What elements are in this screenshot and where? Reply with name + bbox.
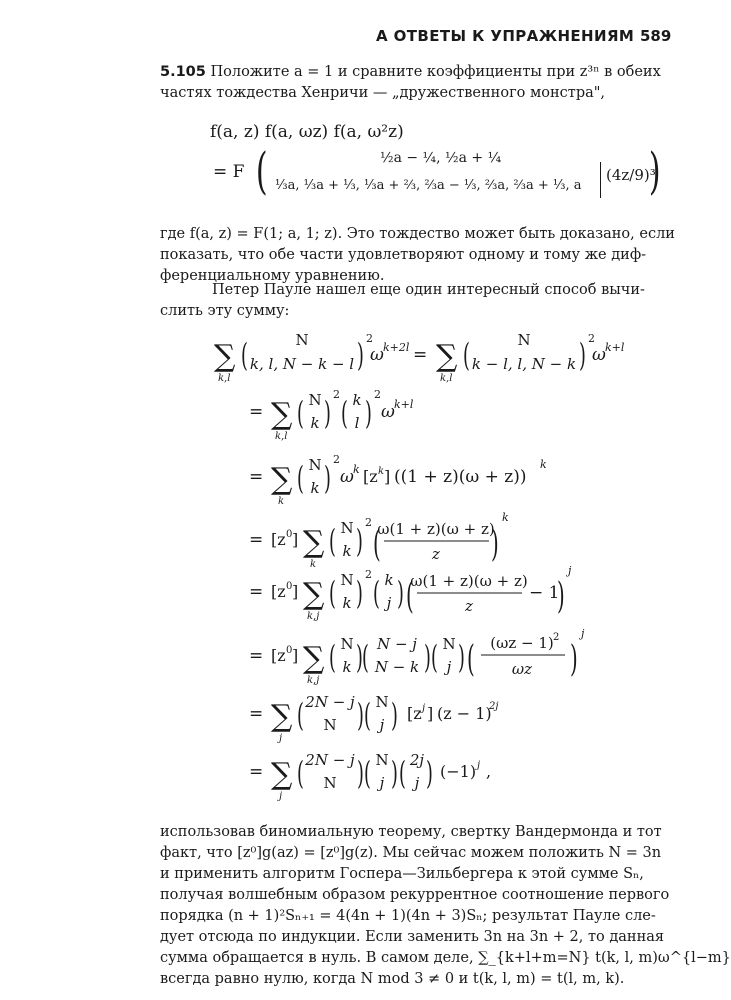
svg-text:k+2l: k+2l	[383, 341, 410, 354]
svg-text:2: 2	[553, 632, 560, 643]
svg-text:j: j	[581, 627, 585, 640]
svg-text:=: =	[249, 467, 264, 487]
svg-text:(: (	[463, 337, 470, 375]
svg-text:N: N	[375, 751, 389, 769]
paragraph3-line-3: и применить алгоритм Госпера—Зильбергера к этой сумме Sₙ,	[160, 866, 644, 882]
svg-text:z: z	[465, 597, 473, 615]
svg-text:(: (	[341, 395, 348, 433]
svg-text:N: N	[340, 571, 354, 589]
svg-text:N: N	[323, 774, 337, 792]
svg-text:∑: ∑	[271, 757, 293, 792]
svg-text:k: k	[342, 594, 352, 612]
svg-text:): )	[356, 523, 363, 561]
svg-text:N: N	[375, 693, 389, 711]
svg-text:): )	[356, 575, 363, 613]
svg-text:− 1: − 1	[529, 583, 560, 603]
svg-text:): )	[490, 522, 499, 565]
svg-text:(: (	[329, 523, 336, 561]
svg-text:j: j	[386, 594, 392, 612]
svg-text:): )	[391, 697, 398, 735]
identity-lhs: f(a, z) f(a, ωz) f(a, ω²z)	[210, 122, 404, 142]
svg-text:(: (	[372, 522, 381, 565]
svg-text:j: j	[279, 791, 283, 802]
svg-text:): )	[557, 574, 565, 617]
svg-text:j: j	[568, 564, 572, 577]
svg-text:k: k	[502, 511, 509, 524]
identity-prefix: = F	[213, 162, 245, 182]
svg-text:(: (	[372, 575, 380, 613]
paragraph3-line-4: получая волшебным образом рекуррентное соотношение первого	[160, 887, 670, 903]
svg-text:l: l	[354, 414, 360, 432]
svg-text:,: ,	[486, 762, 492, 781]
sum-sign: ∑	[214, 339, 236, 374]
svg-text:]: ]	[427, 704, 434, 723]
derivation-row-5	[249, 564, 572, 622]
svg-text:[z: [z	[271, 646, 286, 665]
svg-text:k+l: k+l	[394, 398, 414, 411]
svg-text:(: (	[406, 574, 414, 617]
identity-lower-params: ⅓a, ⅓a + ⅓, ⅓a + ⅔, ⅔a − ⅓, ⅔a, ⅔a + ⅓, a	[275, 178, 582, 193]
svg-text:[z: [z	[407, 704, 422, 723]
svg-text:∑: ∑	[271, 699, 293, 734]
svg-text:j: j	[379, 716, 385, 734]
paragraph2-line-1: Петер Пауле нашел еще один интересный способ вычи-	[212, 282, 645, 298]
svg-text:]: ]	[292, 582, 299, 601]
svg-text:k, l, N − k − l: k, l, N − k − l	[249, 355, 355, 373]
derivation-row-8	[249, 751, 491, 802]
svg-text:(: (	[466, 637, 475, 680]
svg-text:2: 2	[333, 388, 340, 401]
svg-text:k: k	[540, 458, 547, 471]
svg-text:k,j: k,j	[307, 675, 320, 686]
svg-text:=: =	[249, 402, 264, 422]
svg-text:(: (	[364, 697, 371, 735]
svg-text:(: (	[329, 639, 336, 677]
svg-text:): )	[424, 639, 431, 677]
svg-text:N: N	[340, 635, 354, 653]
svg-text:): )	[356, 755, 364, 793]
paragraph3-line-5: порядка (n + 1)²Sₙ₊₁ = 4(4n + 1)(4n + 3)Sₙ; результат Пауле сле-	[160, 908, 656, 924]
svg-text:N: N	[323, 716, 337, 734]
svg-text:): )	[324, 395, 331, 433]
svg-text:2N − j: 2N − j	[305, 693, 355, 711]
svg-text:[z: [z	[271, 582, 286, 601]
svg-text:k: k	[310, 479, 320, 497]
svg-text:N: N	[295, 331, 309, 349]
svg-text:N: N	[517, 331, 531, 349]
svg-text:ω: ω	[592, 345, 606, 365]
svg-text:(: (	[297, 697, 304, 735]
svg-text:(: (	[364, 755, 371, 793]
svg-text:j: j	[446, 658, 452, 676]
svg-text:k: k	[378, 466, 385, 477]
page-number: 589	[640, 27, 672, 45]
paragraph3-line-1: использовав биномиальную теорему, свертку Вандермонда и тот	[160, 824, 662, 840]
svg-text:=: =	[413, 345, 428, 365]
exercise-text-1: Положите a = 1 и сравните коэффициенты при z³ⁿ в обеих	[210, 64, 661, 80]
svg-text:): )	[579, 337, 586, 375]
svg-text:ωz: ωz	[511, 660, 533, 678]
paragraph3-line-7: сумма обращается в нуль. В самом деле, ∑_{k+l+m=N} t(k, l, m)ω^{l−m}	[160, 950, 731, 966]
svg-text:(−1): (−1)	[440, 762, 477, 781]
identity-left-paren: (	[255, 142, 268, 200]
paragraph1-line-3: ференциальному уравнению.	[160, 268, 385, 284]
derivation-row-7	[249, 693, 498, 744]
svg-text:): )	[458, 639, 465, 677]
svg-text:k: k	[352, 391, 362, 409]
svg-text:0: 0	[286, 645, 293, 656]
svg-text:ω: ω	[340, 467, 354, 487]
svg-text:N: N	[308, 456, 322, 474]
derivation-row-6	[249, 627, 585, 686]
derivation-row-4	[249, 511, 509, 570]
svg-text:0: 0	[286, 529, 293, 540]
svg-text:N: N	[340, 519, 354, 537]
svg-text:N: N	[442, 635, 456, 653]
svg-text:k − l, l, N − k: k − l, l, N − k	[471, 355, 577, 373]
svg-text:∑: ∑	[303, 577, 325, 612]
svg-text:k: k	[384, 571, 394, 589]
identity-argument: (4z/9)³	[606, 166, 656, 184]
svg-text:2: 2	[588, 332, 595, 345]
paragraph3-line-2: факт, что [z⁰]g(az) = [z⁰]g(z). Мы сейчас можем положить N = 3n	[160, 845, 662, 861]
svg-text:ω(1 + z)(ω + z): ω(1 + z)(ω + z)	[410, 572, 528, 590]
svg-text:]: ]	[292, 530, 299, 549]
running-header: А ОТВЕТЫ К УПРАЖНЕНИЯМ	[376, 27, 635, 45]
svg-text:j: j	[279, 733, 283, 744]
svg-text:N − k: N − k	[374, 658, 420, 676]
svg-text:∑: ∑	[436, 339, 458, 374]
svg-text:j: j	[422, 703, 426, 714]
svg-text:2N − j: 2N − j	[305, 751, 355, 769]
derivation-row-3	[249, 453, 547, 507]
svg-text:N − j: N − j	[377, 635, 417, 653]
svg-text:j: j	[379, 774, 385, 792]
svg-text:]: ]	[384, 467, 391, 486]
svg-text:ω: ω	[370, 345, 384, 365]
svg-text:=: =	[249, 582, 264, 602]
svg-text:2j: 2j	[409, 751, 425, 769]
svg-text:): )	[396, 575, 404, 613]
svg-text:): )	[356, 639, 363, 677]
svg-text:): )	[356, 337, 364, 375]
svg-text:): )	[570, 637, 578, 680]
svg-text:k: k	[353, 463, 360, 476]
svg-text:k: k	[310, 559, 317, 570]
svg-text:2: 2	[333, 453, 340, 466]
svg-text:j: j	[414, 774, 420, 792]
svg-text:): )	[391, 755, 398, 793]
svg-text:=: =	[249, 704, 264, 724]
svg-text:N: N	[308, 391, 322, 409]
svg-text:(: (	[329, 575, 336, 613]
svg-text:2: 2	[365, 516, 372, 529]
paragraph1-line-2: показать, что обе части удовлетворяют одному и тому же диф-	[160, 247, 647, 263]
svg-text:∑: ∑	[271, 397, 293, 432]
svg-text:ω(1 + z)(ω + z): ω(1 + z)(ω + z)	[377, 520, 495, 538]
derivation-row-2	[249, 388, 414, 442]
svg-text:k: k	[342, 542, 352, 560]
svg-text:): )	[324, 460, 331, 498]
svg-text:∑: ∑	[303, 641, 325, 676]
svg-text:k: k	[342, 658, 352, 676]
svg-text:(: (	[361, 639, 369, 677]
svg-text:(: (	[297, 395, 304, 433]
svg-text:k,l: k,l	[275, 431, 288, 442]
svg-text:=: =	[249, 530, 264, 550]
paragraph2-line-2: слить эту сумму:	[160, 303, 290, 319]
svg-text:(: (	[241, 337, 248, 375]
svg-text:(: (	[399, 755, 406, 793]
svg-text:[z: [z	[363, 467, 378, 486]
svg-text:k,l: k,l	[440, 373, 453, 384]
svg-text:2: 2	[366, 332, 373, 345]
svg-text:k: k	[278, 496, 285, 507]
svg-text:(: (	[297, 755, 304, 793]
paragraph3-line-6: дует отсюда по индукции. Если заменить 3n на 3n + 2, то данная	[160, 929, 665, 945]
derivation-row-1	[214, 331, 625, 384]
svg-text:(z − 1): (z − 1)	[437, 704, 492, 723]
svg-text:2j: 2j	[489, 701, 499, 712]
svg-text:k: k	[310, 414, 320, 432]
paragraph1-line-1: где f(a, z) = F(1; a, 1; z). Это тождество может быть доказано, если	[160, 226, 675, 242]
svg-text:ω: ω	[381, 402, 395, 422]
svg-text:=: =	[249, 646, 264, 666]
identity-right-paren: )	[648, 142, 661, 200]
svg-text:): )	[426, 755, 433, 793]
svg-text:k,j: k,j	[307, 611, 320, 622]
identity-upper-params: ½a − ¼, ½a + ¼	[380, 150, 502, 166]
svg-text:): )	[365, 395, 372, 433]
svg-text:((1 + z)(ω + z)): ((1 + z)(ω + z))	[394, 467, 527, 487]
svg-text:0: 0	[286, 581, 293, 592]
paragraph3-line-8: всегда равно нулю, когда N mod 3 ≠ 0 и t(k, l, m) = t(l, m, k).	[160, 971, 625, 987]
svg-text:k+l: k+l	[605, 341, 625, 354]
svg-text:j: j	[477, 760, 481, 771]
exercise-number: 5.105	[160, 64, 206, 80]
exercise-line-2: частях тождества Хенричи — „дружественного монстра",	[160, 85, 606, 101]
svg-text:∑: ∑	[303, 525, 325, 560]
svg-text:=: =	[249, 762, 264, 782]
svg-text:k,l: k,l	[218, 373, 231, 384]
svg-text:(ωz − 1): (ωz − 1)	[490, 634, 554, 652]
svg-text:2: 2	[374, 388, 381, 401]
svg-text:∑: ∑	[271, 462, 293, 497]
svg-text:): )	[356, 697, 364, 735]
svg-text:2: 2	[365, 568, 372, 581]
svg-text:(: (	[297, 460, 304, 498]
svg-text:]: ]	[292, 646, 299, 665]
svg-text:(: (	[431, 639, 438, 677]
svg-text:[z: [z	[271, 530, 286, 549]
svg-text:z: z	[432, 545, 440, 563]
